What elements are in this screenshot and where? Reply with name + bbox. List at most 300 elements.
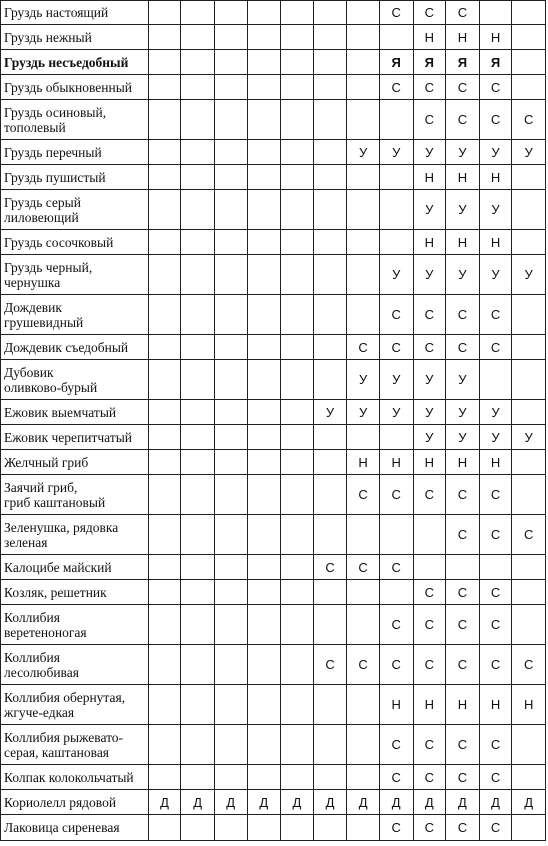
season-mark-cell: [214, 140, 247, 165]
season-mark-cell: [281, 25, 314, 50]
season-mark-cell: С: [379, 605, 413, 645]
season-mark-cell: [181, 425, 215, 450]
season-mark-cell: [347, 75, 380, 100]
season-mark-cell: У: [446, 255, 480, 295]
season-mark-cell: У: [347, 140, 380, 165]
table-row: [1, 1, 546, 25]
mushroom-name-cell: Коллибия веретеноногая: [1, 605, 149, 645]
season-mark-cell: [181, 400, 215, 425]
season-mark-cell: [281, 140, 314, 165]
season-mark-cell: [214, 515, 247, 555]
season-mark-cell: С: [512, 100, 546, 140]
table-row: [1, 25, 546, 50]
season-mark-cell: [214, 1, 247, 25]
season-mark-cell: [214, 230, 247, 255]
season-mark-cell: [247, 295, 281, 335]
season-mark-cell: [479, 360, 512, 400]
table-row: [1, 450, 546, 475]
season-mark-cell: [247, 360, 281, 400]
season-mark-cell: У: [413, 140, 446, 165]
season-mark-cell: [313, 165, 347, 190]
season-mark-cell: [512, 450, 546, 475]
season-mark-cell: [181, 645, 215, 685]
season-mark-cell: [281, 580, 314, 605]
season-mark-cell: [347, 765, 380, 790]
season-mark-cell: [379, 25, 413, 50]
mushroom-name-cell: Груздь несъедобный: [1, 50, 149, 75]
mushroom-name-cell: Груздь настоящий: [1, 1, 149, 25]
season-mark-cell: [148, 230, 181, 255]
season-mark-cell: [247, 140, 281, 165]
season-mark-cell: [214, 75, 247, 100]
season-mark-cell: У: [413, 400, 446, 425]
season-mark-cell: [313, 765, 347, 790]
season-mark-cell: [512, 725, 546, 765]
season-mark-cell: [148, 295, 181, 335]
season-mark-cell: У: [446, 140, 480, 165]
season-mark-cell: С: [379, 555, 413, 580]
season-mark-cell: С: [313, 645, 347, 685]
season-mark-cell: [148, 25, 181, 50]
season-mark-cell: Н: [479, 450, 512, 475]
season-mark-cell: [347, 425, 380, 450]
season-mark-cell: С: [446, 335, 480, 360]
season-mark-cell: [313, 140, 347, 165]
season-mark-cell: [281, 1, 314, 25]
season-mark-cell: [214, 360, 247, 400]
season-mark-cell: [214, 765, 247, 790]
mushroom-name-cell: Козляк, решетник: [1, 580, 149, 605]
season-mark-cell: [313, 230, 347, 255]
season-mark-cell: С: [446, 815, 480, 841]
season-mark-cell: У: [413, 425, 446, 450]
season-mark-cell: [347, 515, 380, 555]
season-mark-cell: [347, 25, 380, 50]
season-mark-cell: [247, 515, 281, 555]
season-mark-cell: [281, 450, 314, 475]
season-mark-cell: [181, 725, 215, 765]
season-mark-cell: С: [413, 580, 446, 605]
season-mark-cell: [247, 75, 281, 100]
season-mark-cell: С: [446, 1, 480, 25]
season-mark-cell: У: [479, 140, 512, 165]
season-mark-cell: С: [446, 645, 480, 685]
table-row: [1, 475, 546, 515]
season-mark-cell: У: [347, 400, 380, 425]
season-mark-cell: Д: [379, 790, 413, 815]
season-mark-cell: [281, 685, 314, 725]
season-mark-cell: Д: [181, 790, 215, 815]
season-mark-cell: [512, 360, 546, 400]
season-mark-cell: Н: [446, 450, 480, 475]
season-mark-cell: Д: [313, 790, 347, 815]
season-mark-cell: [512, 295, 546, 335]
season-mark-cell: [214, 165, 247, 190]
season-mark-cell: [313, 815, 347, 841]
season-mark-cell: [379, 580, 413, 605]
season-mark-cell: У: [446, 190, 480, 230]
season-mark-cell: [148, 100, 181, 140]
season-mark-cell: [512, 190, 546, 230]
season-mark-cell: [214, 100, 247, 140]
season-mark-cell: Д: [214, 790, 247, 815]
season-mark-cell: С: [379, 475, 413, 515]
season-mark-cell: [281, 360, 314, 400]
mushroom-name-cell: Лаковица сиреневая: [1, 815, 149, 841]
season-mark-cell: [281, 815, 314, 841]
season-mark-cell: [281, 100, 314, 140]
season-mark-cell: С: [479, 580, 512, 605]
season-mark-cell: [247, 230, 281, 255]
season-mark-cell: С: [446, 475, 480, 515]
season-mark-cell: [181, 685, 215, 725]
mushroom-name-cell: Колпак колокольчатый: [1, 765, 149, 790]
season-mark-cell: Н: [479, 25, 512, 50]
season-mark-cell: [512, 25, 546, 50]
season-mark-cell: Д: [479, 790, 512, 815]
season-mark-cell: С: [446, 765, 480, 790]
mushroom-name-cell: Калоцибе майский: [1, 555, 149, 580]
mushroom-name-cell: Коллибия лесолюбивая: [1, 645, 149, 685]
season-mark-cell: Д: [446, 790, 480, 815]
season-mark-cell: [313, 425, 347, 450]
season-mark-cell: [148, 685, 181, 725]
season-mark-cell: [247, 255, 281, 295]
season-mark-cell: У: [413, 255, 446, 295]
table-row: [1, 605, 546, 645]
season-mark-cell: [181, 605, 215, 645]
season-mark-cell: [181, 25, 215, 50]
season-mark-cell: Н: [413, 25, 446, 50]
season-mark-cell: [148, 400, 181, 425]
season-mark-cell: У: [347, 360, 380, 400]
season-mark-cell: [214, 255, 247, 295]
season-mark-cell: С: [379, 75, 413, 100]
season-mark-cell: [313, 190, 347, 230]
table-row: [1, 255, 546, 295]
season-mark-cell: [247, 450, 281, 475]
season-mark-cell: Н: [512, 685, 546, 725]
season-mark-cell: Д: [148, 790, 181, 815]
table-row: [1, 765, 546, 790]
season-mark-cell: [181, 165, 215, 190]
season-mark-cell: Я: [446, 50, 480, 75]
mushroom-name-cell: Кориолелл рядовой: [1, 790, 149, 815]
season-mark-cell: [281, 255, 314, 295]
season-mark-cell: У: [379, 140, 413, 165]
season-mark-cell: С: [379, 645, 413, 685]
season-mark-cell: [214, 425, 247, 450]
season-mark-cell: У: [479, 425, 512, 450]
season-mark-cell: [313, 25, 347, 50]
mushroom-name-cell: Желчный гриб: [1, 450, 149, 475]
table-row: [1, 685, 546, 725]
season-mark-cell: [148, 75, 181, 100]
season-mark-cell: С: [479, 645, 512, 685]
season-mark-cell: [247, 475, 281, 515]
season-mark-cell: [214, 475, 247, 515]
season-mark-cell: [446, 555, 480, 580]
season-mark-cell: [247, 400, 281, 425]
season-mark-cell: [313, 475, 347, 515]
season-mark-cell: С: [413, 605, 446, 645]
season-mark-cell: С: [446, 725, 480, 765]
table-row: [1, 400, 546, 425]
mushroom-name-cell: Груздь черный, чернушка: [1, 255, 149, 295]
season-mark-cell: [512, 580, 546, 605]
season-mark-cell: С: [379, 335, 413, 360]
mushroom-name-cell: Груздь осиновый, тополевый: [1, 100, 149, 140]
season-mark-cell: [512, 475, 546, 515]
season-mark-cell: [181, 815, 215, 841]
season-mark-cell: [313, 450, 347, 475]
season-mark-cell: С: [413, 645, 446, 685]
season-mark-cell: [181, 580, 215, 605]
season-mark-cell: Н: [379, 450, 413, 475]
season-mark-cell: С: [479, 605, 512, 645]
season-mark-cell: [247, 335, 281, 360]
season-mark-cell: [181, 230, 215, 255]
season-mark-cell: [247, 555, 281, 580]
season-mark-cell: С: [446, 75, 480, 100]
table-row: [1, 580, 546, 605]
season-mark-cell: [413, 555, 446, 580]
mushroom-name-cell: Ежовик выемчатый: [1, 400, 149, 425]
season-mark-cell: [281, 400, 314, 425]
season-mark-cell: С: [379, 725, 413, 765]
season-mark-cell: [214, 725, 247, 765]
season-mark-cell: [214, 580, 247, 605]
season-mark-cell: С: [313, 555, 347, 580]
mushroom-name-cell: Груздь серый лиловеющий: [1, 190, 149, 230]
season-mark-cell: [181, 1, 215, 25]
season-mark-cell: У: [446, 400, 480, 425]
table-row: [1, 100, 546, 140]
season-mark-cell: [247, 1, 281, 25]
season-mark-cell: [148, 815, 181, 841]
mushroom-name-cell: Заячий гриб, гриб каштановый: [1, 475, 149, 515]
season-mark-cell: [512, 605, 546, 645]
season-mark-cell: Н: [446, 230, 480, 255]
season-mark-cell: С: [479, 475, 512, 515]
mushroom-name-cell: Груздь перечный: [1, 140, 149, 165]
season-mark-cell: У: [512, 140, 546, 165]
season-mark-cell: [148, 165, 181, 190]
season-mark-cell: С: [379, 1, 413, 25]
season-mark-cell: [313, 100, 347, 140]
season-mark-cell: [247, 685, 281, 725]
season-mark-cell: Д: [413, 790, 446, 815]
table-row: [1, 360, 546, 400]
season-mark-cell: [512, 165, 546, 190]
season-mark-cell: [281, 190, 314, 230]
season-mark-cell: С: [446, 605, 480, 645]
season-mark-cell: С: [479, 295, 512, 335]
season-mark-cell: [281, 295, 314, 335]
season-mark-cell: Н: [413, 230, 446, 255]
mushroom-name-cell: Груздь сосочковый: [1, 230, 149, 255]
season-mark-cell: [379, 230, 413, 255]
mushroom-name-cell: Ежовик черепитчатый: [1, 425, 149, 450]
mushroom-name-cell: Груздь пушистый: [1, 165, 149, 190]
season-mark-cell: С: [413, 295, 446, 335]
table-row: [1, 75, 546, 100]
season-mark-cell: С: [413, 1, 446, 25]
season-mark-cell: [247, 50, 281, 75]
season-mark-cell: [214, 190, 247, 230]
table-row: [1, 335, 546, 360]
season-mark-cell: [148, 450, 181, 475]
table-row: [1, 725, 546, 765]
season-mark-cell: [379, 190, 413, 230]
table-row: [1, 515, 546, 555]
season-mark-cell: [281, 605, 314, 645]
season-mark-cell: [512, 555, 546, 580]
season-mark-cell: Н: [479, 230, 512, 255]
season-mark-cell: С: [446, 580, 480, 605]
season-mark-cell: У: [512, 255, 546, 295]
season-mark-cell: [281, 645, 314, 685]
season-mark-cell: [214, 605, 247, 645]
season-mark-cell: [512, 230, 546, 255]
season-mark-cell: [512, 400, 546, 425]
season-mark-cell: Я: [413, 50, 446, 75]
season-mark-cell: [347, 165, 380, 190]
season-mark-cell: [347, 295, 380, 335]
table-body: [1, 1, 546, 841]
season-mark-cell: Д: [512, 790, 546, 815]
season-mark-cell: [281, 165, 314, 190]
season-mark-cell: [313, 50, 347, 75]
season-mark-cell: [379, 515, 413, 555]
season-mark-cell: [347, 230, 380, 255]
season-mark-cell: [313, 1, 347, 25]
season-mark-cell: [181, 475, 215, 515]
table-row: [1, 815, 546, 841]
mushroom-name-cell: Дубовик оливково-бурый: [1, 360, 149, 400]
season-mark-cell: [148, 50, 181, 75]
season-mark-cell: [281, 335, 314, 360]
season-mark-cell: С: [347, 555, 380, 580]
season-mark-cell: У: [479, 255, 512, 295]
season-mark-cell: [347, 100, 380, 140]
season-mark-cell: [181, 555, 215, 580]
season-mark-cell: [479, 1, 512, 25]
season-mark-cell: [512, 765, 546, 790]
season-mark-cell: [512, 335, 546, 360]
season-mark-cell: [347, 725, 380, 765]
season-mark-cell: [313, 580, 347, 605]
season-mark-cell: У: [512, 425, 546, 450]
season-mark-cell: [148, 555, 181, 580]
season-mark-cell: Н: [446, 165, 480, 190]
season-mark-cell: С: [512, 645, 546, 685]
season-mark-cell: [181, 515, 215, 555]
season-mark-cell: [281, 75, 314, 100]
table-row: [1, 50, 546, 75]
season-mark-cell: У: [313, 400, 347, 425]
season-mark-cell: У: [446, 425, 480, 450]
season-mark-cell: С: [413, 475, 446, 515]
season-mark-cell: У: [479, 400, 512, 425]
season-mark-cell: [379, 100, 413, 140]
season-mark-cell: [313, 335, 347, 360]
season-mark-cell: [281, 230, 314, 255]
season-mark-cell: [214, 400, 247, 425]
mushroom-name-cell: Дождевик грушевидный: [1, 295, 149, 335]
mushroom-name-cell: Груздь нежный: [1, 25, 149, 50]
season-mark-cell: Н: [479, 685, 512, 725]
table-row: [1, 295, 546, 335]
season-mark-cell: Я: [479, 50, 512, 75]
table-row: [1, 425, 546, 450]
table-row: [1, 555, 546, 580]
season-mark-cell: У: [446, 360, 480, 400]
season-mark-cell: [148, 360, 181, 400]
season-mark-cell: [281, 725, 314, 765]
season-mark-cell: С: [379, 295, 413, 335]
season-mark-cell: [181, 100, 215, 140]
season-mark-cell: [214, 555, 247, 580]
season-mark-cell: С: [413, 815, 446, 841]
season-mark-cell: [148, 335, 181, 360]
season-mark-cell: [313, 605, 347, 645]
season-mark-cell: У: [413, 360, 446, 400]
season-mark-cell: С: [379, 765, 413, 790]
season-mark-cell: С: [413, 100, 446, 140]
season-mark-cell: [313, 255, 347, 295]
season-mark-cell: [281, 555, 314, 580]
season-mark-cell: [313, 685, 347, 725]
season-mark-cell: С: [446, 295, 480, 335]
season-mark-cell: [247, 645, 281, 685]
season-mark-cell: [247, 605, 281, 645]
season-mark-cell: [214, 50, 247, 75]
season-mark-cell: С: [512, 515, 546, 555]
mushroom-name-cell: Дождевик съедобный: [1, 335, 149, 360]
season-mark-cell: [148, 140, 181, 165]
season-mark-cell: С: [446, 515, 480, 555]
season-mark-cell: [148, 765, 181, 790]
season-mark-cell: [181, 75, 215, 100]
table-row: [1, 190, 546, 230]
season-mark-cell: С: [413, 765, 446, 790]
table-row: [1, 165, 546, 190]
season-mark-cell: [512, 815, 546, 841]
season-mark-cell: [347, 190, 380, 230]
season-mark-cell: Н: [446, 25, 480, 50]
season-mark-cell: [181, 190, 215, 230]
season-mark-cell: [247, 580, 281, 605]
season-mark-cell: [247, 25, 281, 50]
season-mark-cell: Н: [446, 685, 480, 725]
season-mark-cell: У: [413, 190, 446, 230]
table-row: [1, 645, 546, 685]
season-mark-cell: [512, 75, 546, 100]
season-mark-cell: [181, 255, 215, 295]
season-mark-cell: [181, 295, 215, 335]
season-mark-cell: С: [347, 475, 380, 515]
season-mark-cell: [479, 555, 512, 580]
season-mark-cell: [347, 580, 380, 605]
season-mark-cell: [247, 815, 281, 841]
season-mark-cell: Н: [379, 685, 413, 725]
season-mark-cell: С: [479, 515, 512, 555]
season-mark-cell: [181, 765, 215, 790]
season-mark-cell: [281, 515, 314, 555]
season-mark-cell: [247, 425, 281, 450]
season-mark-cell: С: [479, 765, 512, 790]
